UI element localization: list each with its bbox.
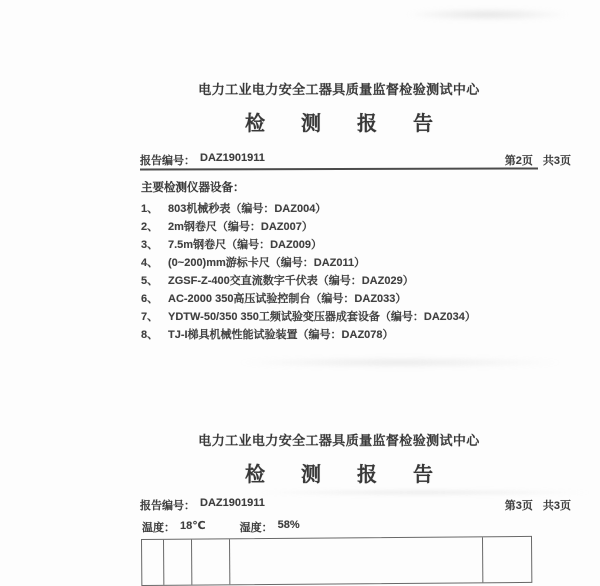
- item-text: AC-2000 350高压试验控制台（编号：DAZ033）: [168, 293, 407, 305]
- report-number-label: 报告编号：: [140, 500, 195, 512]
- section-heading: 主要检测仪器设备：: [141, 182, 245, 194]
- temperature-value: 18℃: [180, 520, 206, 532]
- report-meta-row: [140, 497, 571, 513]
- item-text: 7.5m钢卷尺（编号：DAZ009）: [168, 239, 323, 251]
- report-number: [140, 152, 265, 168]
- table-column-divider: [229, 539, 231, 584]
- humidity-label: 湿度：: [239, 522, 273, 534]
- page-indicator: [505, 152, 571, 168]
- page-total: 共3页: [542, 500, 571, 512]
- item-text: ZGSF-Z-400交直流数字千伏表（编号：DAZ029）: [168, 275, 414, 287]
- equipment-item: [141, 289, 538, 307]
- table-column-divider: [163, 540, 165, 585]
- equipment-item: [141, 217, 538, 235]
- equipment-item: [141, 325, 538, 343]
- environment-row: [142, 519, 300, 535]
- equipment-item: [141, 199, 538, 217]
- report-number-value: DAZ1901911: [200, 152, 265, 164]
- humidity-value: 58%: [277, 519, 300, 531]
- table-column-divider: [482, 537, 484, 582]
- item-number: 4、: [141, 257, 159, 269]
- equipment-list: [141, 199, 538, 343]
- item-number: 3、: [141, 239, 159, 251]
- item-text: 2m钢卷尺（编号：DAZ007）: [168, 221, 313, 233]
- report-number: [140, 497, 265, 513]
- report-page-2: [140, 0, 571, 420]
- item-number: 5、: [141, 275, 159, 287]
- item-number: 7、: [141, 311, 159, 323]
- page-number: 第2页: [504, 155, 533, 167]
- page-indicator: [505, 497, 571, 513]
- item-text: 803机械秒表（编号：DAZ004）: [168, 203, 327, 215]
- results-table-top: [141, 536, 532, 586]
- equipment-item: [141, 235, 538, 253]
- org-name: 电力工业电力安全工器具质量监督检验测试中心: [198, 433, 480, 448]
- page-total: 共3页: [542, 155, 571, 167]
- humidity-field: [240, 519, 300, 535]
- header-rule: [140, 167, 538, 170]
- report-number-label: 报告编号：: [140, 155, 195, 167]
- page-number: 第3页: [504, 500, 533, 512]
- item-number: 2、: [141, 221, 159, 233]
- item-text: YDTW-50/350 350工频试验变压器成套设备（编号：DAZ034）: [168, 311, 476, 323]
- table-column-divider: [191, 540, 193, 585]
- item-number: 6、: [141, 293, 159, 305]
- item-text: (0~200)mm游标卡尺（编号：DAZ011）: [168, 257, 366, 269]
- equipment-item: [141, 271, 538, 289]
- org-name: 电力工业电力安全工器具质量监督检验测试中心: [198, 82, 480, 97]
- item-number: 1、: [141, 203, 159, 215]
- report-meta-row: [140, 152, 571, 168]
- equipment-item: [141, 253, 538, 271]
- item-text: TJ-I梯具机械性能试验装置（编号：DAZ078）: [168, 329, 394, 341]
- item-number: 8、: [141, 329, 159, 341]
- report-title: 检测报告: [245, 113, 469, 135]
- temperature-label: 温度：: [142, 522, 175, 534]
- report-number-value: DAZ1901911: [200, 497, 265, 509]
- report-page-3: [140, 425, 571, 554]
- temperature-field: [142, 519, 206, 535]
- equipment-item: [141, 307, 538, 325]
- report-title: 检测报告: [245, 464, 469, 486]
